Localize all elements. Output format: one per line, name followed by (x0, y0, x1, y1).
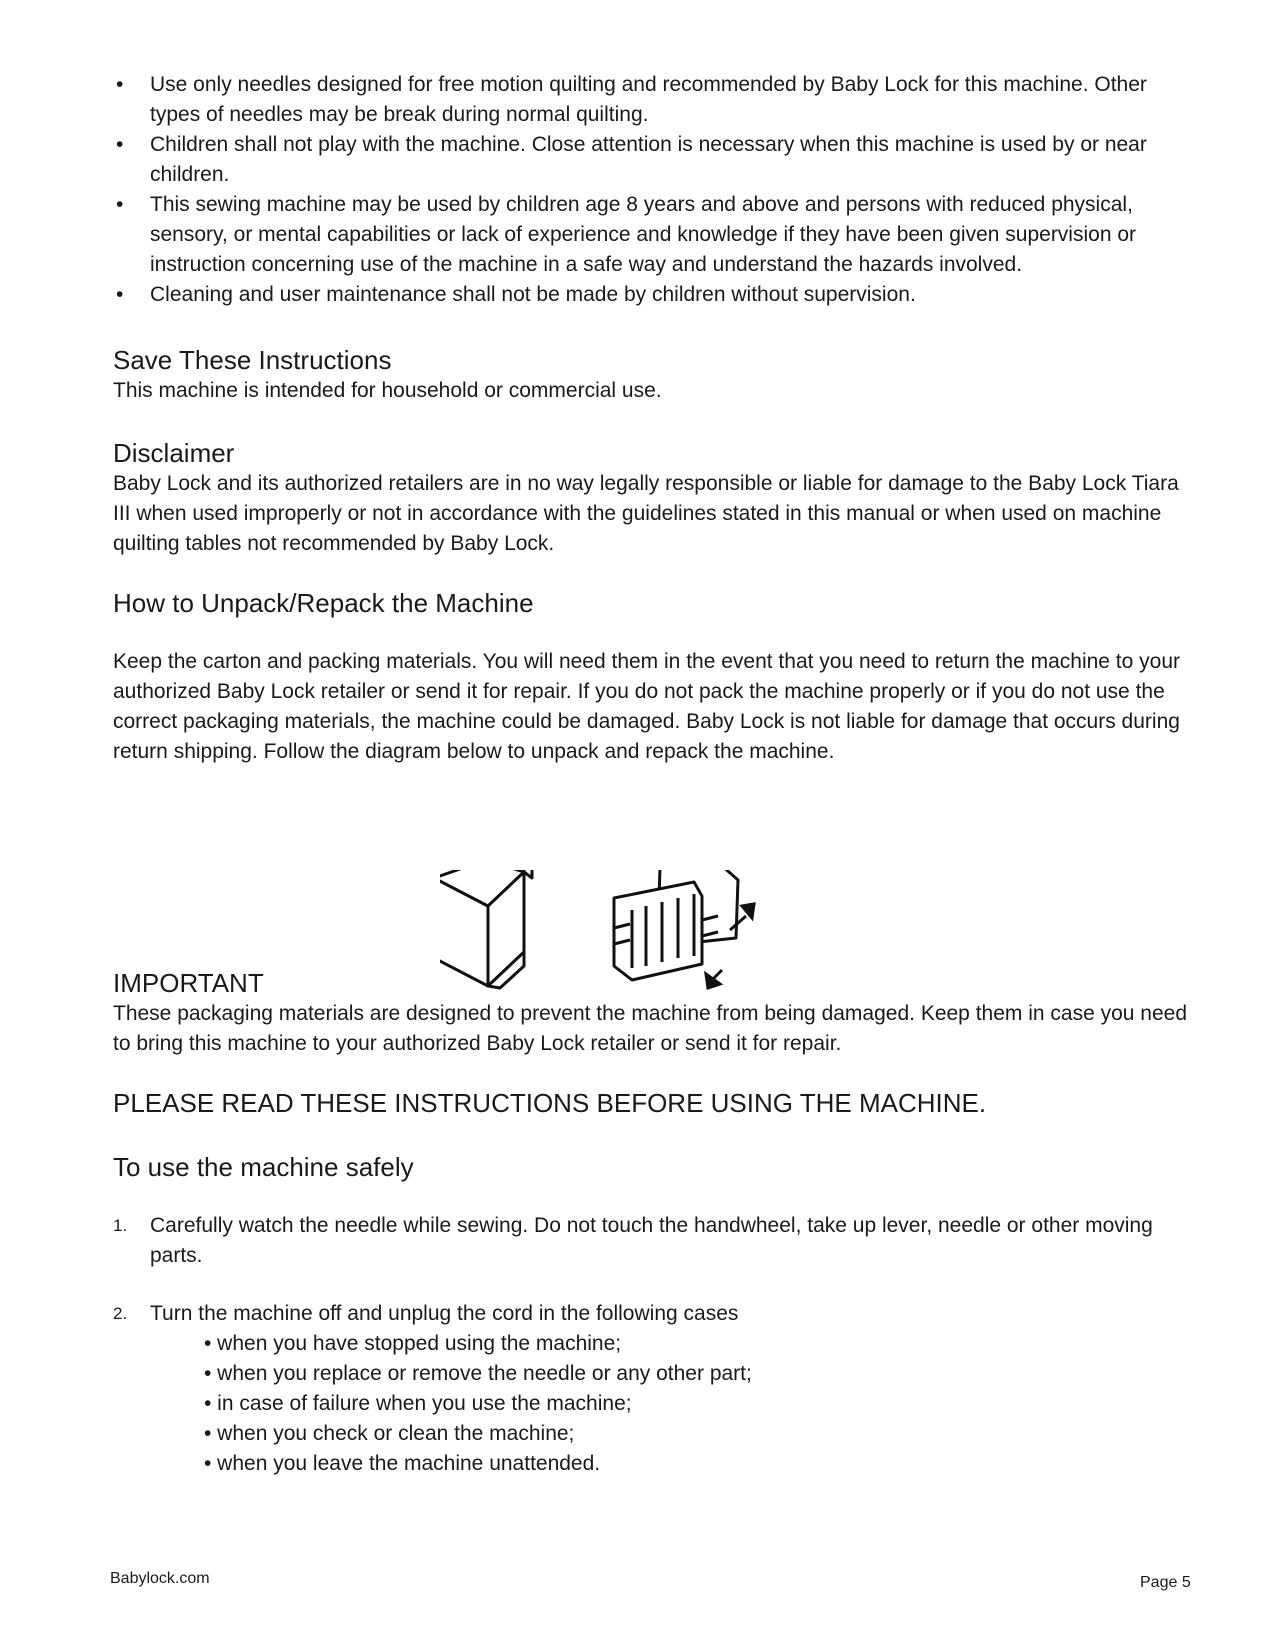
item-text: Turn the machine off and unplug the cord in the following cases (150, 1302, 739, 1325)
numbered-item (113, 1211, 1193, 1271)
important-body: These packaging materials are designed to prevent the machine from being damaged. Keep them in case you need to bring this machine to your authorized Baby Lock retailer or send it for repair. (113, 1002, 1187, 1055)
sub-item: • when you check or clean the machine; (204, 1422, 575, 1445)
bullet-item (113, 70, 1193, 130)
footer-site: Babylock.com (110, 1570, 210, 1587)
use-safely-heading: To use the machine safely (113, 1152, 414, 1182)
footer-page-number: Page 5 (1140, 1574, 1191, 1591)
packing-material-icon (614, 870, 738, 980)
bullet-text: This sewing machine may be used by children age 8 years and above and persons with reduced physical, sensory, or mental capabilities or lack of experience and knowledge if they have been given supervision or instruction concerning use of the machine in a safe way and understand the hazards involved. (150, 193, 1137, 276)
bullet-text: Cleaning and user maintenance shall not be made by children without supervision. (150, 283, 916, 306)
sub-item: • when you have stopped using the machine; (204, 1332, 622, 1355)
bullet-dot: • (116, 133, 124, 156)
bullet-dot: • (116, 73, 124, 96)
safety-numbered-list (113, 1211, 1193, 1479)
unpack-diagram (440, 870, 800, 1010)
bullet-text: Children shall not play with the machine. Close attention is necessary when this machine is used by or near children. (150, 133, 1147, 186)
please-read-heading: PLEASE READ THESE INSTRUCTIONS BEFORE USING THE MACHINE. (113, 1088, 987, 1118)
bullet-item (113, 190, 1193, 280)
bullet-dot: • (116, 193, 124, 216)
item-number: 2. (113, 1304, 128, 1323)
disclaimer-heading: Disclaimer (113, 438, 235, 468)
bullet-item (113, 130, 1193, 190)
unplug-cases-list (150, 1329, 1193, 1479)
unpack-heading: How to Unpack/Repack the Machine (113, 588, 534, 618)
bullet-item (113, 280, 1193, 310)
bullet-dot: • (116, 283, 124, 306)
page-content (113, 70, 1193, 1479)
unpack-body: Keep the carton and packing materials. You will need them in the event that you need to return the machine to your authorized Baby Lock retailer or send it for repair. If you do not pack the machine properly or if you do not use the correct packaging materials, the machine could be damaged. Baby Lock is not liable for damage that occurs during return shipping. Follow the diagram below to unpack and repack the machine. (113, 650, 1181, 763)
numbered-item (113, 1299, 1193, 1479)
save-instructions-body: This machine is intended for household or commercial use. (113, 379, 662, 402)
carton-box-icon (440, 870, 800, 1010)
sub-item: • when you replace or remove the needle or any other part; (204, 1362, 752, 1385)
item-number: 1. (113, 1216, 128, 1235)
sub-item: • in case of failure when you use the machine; (204, 1392, 632, 1415)
safety-bullet-list (113, 70, 1193, 310)
disclaimer-body: Baby Lock and its authorized retailers are in no way legally responsible or liable for damage to the Baby Lock Tiara III when used improperly or not in accordance with the guidelines stated in this manual or when used on machine quilting tables not recommended by Baby Lock. (113, 472, 1179, 555)
save-instructions-heading: Save These Instructions (113, 345, 392, 375)
important-heading: IMPORTANT (113, 968, 264, 998)
bullet-text: Use only needles designed for free motion quilting and recommended by Baby Lock for this machine. Other types of needles may be break during normal quilting. (150, 73, 1147, 126)
item-text: Carefully watch the needle while sewing. Do not touch the handwheel, take up lever, needle or other moving parts. (150, 1214, 1153, 1267)
sub-item: • when you leave the machine unattended. (204, 1452, 601, 1475)
